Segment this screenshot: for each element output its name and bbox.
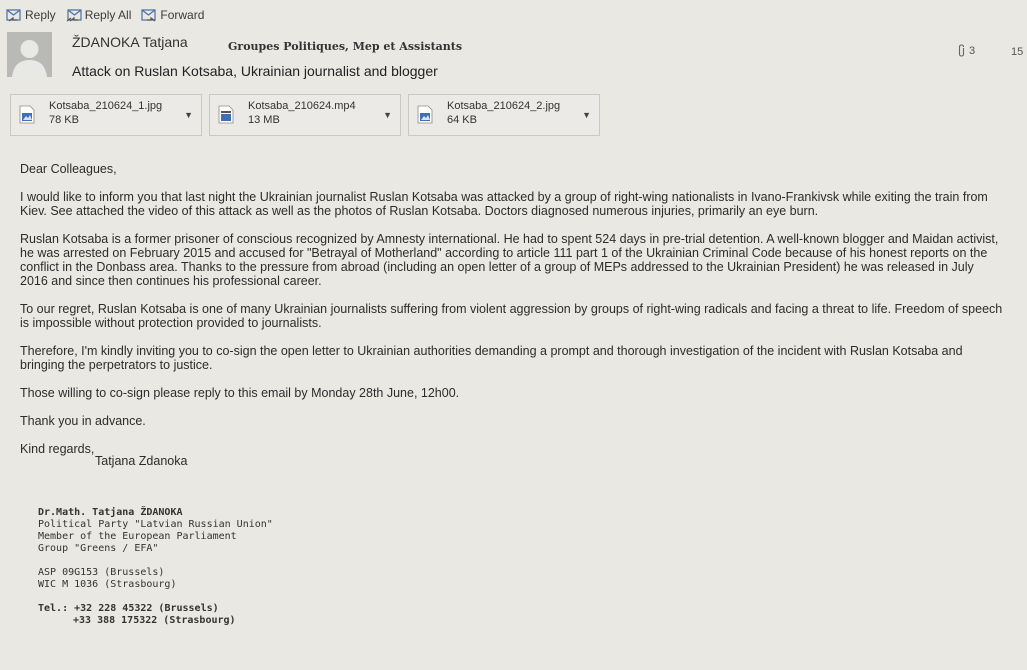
body-paragraph: To our regret, Ruslan Kotsaba is one of many Ukrainian journalists suffering from violent aggression by groups of right-wing radicals and facing a threat to life. Freedom of speech is impossible without protection provided to journalists. <box>20 302 1003 330</box>
message-body <box>20 162 1005 468</box>
body-paragraph: Thank you in advance. <box>20 414 146 428</box>
body-paragraph: Ruslan Kotsaba is a former prisoner of conscious recognized by Amnesty international. He had to spent 524 days in pre-trial detention. A well-known blogger and Maidan activist, he was arrested on February 2015 and accused for "Betrayal of Motherland" according to article 111 part 1 of the Ukrainian Criminal Code because of his honest reports on the conflict in the Donbass area. Thanks to the pressure from abroad (including an open letter of a group of MEPs addressed to the Ukrainian President) he was released in July 2016 and since then continues his professional career. <box>20 232 999 288</box>
recipients[interactable]: Groupes Politiques, Mep et Assistants <box>228 40 463 53</box>
forward-button[interactable] <box>141 8 204 22</box>
tel-brussels: +32 228 45322 (Brussels) <box>74 603 219 614</box>
body-paragraph: I would like to inform you that last night the Ukrainian journalist Ruslan Kotsaba was attacked by a group of right-wing nationalists in Ivano-Frankivsk while exiting the train from Kiev. See attached the video of this attack as well as the photos of Ruslan Kotsaba. Doctors diagnosed numerous injuries, primarily an eye burn. <box>20 190 988 218</box>
attachment-item[interactable] <box>10 94 202 136</box>
sender-avatar <box>7 32 52 77</box>
paperclip-icon <box>957 44 966 57</box>
reply-all-label: Reply All <box>84 8 132 22</box>
tel-strasbourg: +33 388 175322 (Strasbourg) <box>73 615 236 626</box>
attachment-count-value: 3 <box>969 44 976 57</box>
attachment-count <box>957 44 975 57</box>
signature-role: Member of the European Parliament <box>38 531 237 542</box>
person-icon <box>7 32 52 77</box>
reply-icon <box>6 8 22 22</box>
office-strasbourg: WIC M 1036 (Strasbourg) <box>38 579 177 590</box>
office-brussels: ASP 09G153 (Brussels) <box>38 567 165 578</box>
signature-party: Political Party "Latvian Russian Union" <box>38 519 273 530</box>
signed-name: Tatjana Zdanoka <box>95 454 188 468</box>
greeting: Dear Colleagues, <box>20 162 117 176</box>
attachment-size: 78 KB <box>49 114 79 126</box>
reply-all-button[interactable] <box>66 8 132 22</box>
attachment-list <box>10 94 600 138</box>
closing: Kind regards, <box>20 442 95 456</box>
attachment-item[interactable] <box>209 94 401 136</box>
attachment-size: 64 KB <box>447 114 477 126</box>
attachment-name: Kotsaba_210624_1.jpg <box>49 100 163 112</box>
received-date: 15 <box>1011 46 1024 58</box>
body-paragraph: Therefore, I'm kindly inviting you to co-sign the open letter to Ukrainian authorities demanding a prompt and thorough investigation of the incident with Ruslan Kotsaba and bringing the perpetrators to justice. <box>20 344 963 372</box>
image-file-icon <box>20 106 34 123</box>
forward-label: Forward <box>160 8 205 22</box>
sender-name[interactable]: ŽDANOKA Tatjana <box>72 34 188 50</box>
reply-button[interactable] <box>6 8 56 22</box>
message-subject: Attack on Ruslan Kotsaba, Ukrainian journalist and blogger <box>72 63 438 79</box>
signature-group: Group "Greens / EFA" <box>38 543 159 554</box>
attachment-size: 13 MB <box>248 114 280 126</box>
attachment-name: Kotsaba_210624.mp4 <box>248 100 356 112</box>
chevron-down-icon[interactable]: ▼ <box>184 110 193 120</box>
attachment-item[interactable] <box>408 94 600 136</box>
email-signature <box>38 507 273 639</box>
chevron-down-icon[interactable]: ▼ <box>582 110 591 120</box>
signature-name: Dr.Math. Tatjana ŽDANOKA <box>38 507 183 518</box>
video-file-icon <box>219 106 233 123</box>
message-toolbar <box>0 0 1027 30</box>
forward-icon <box>141 8 157 22</box>
reply-all-icon <box>66 8 82 22</box>
attachment-name: Kotsaba_210624_2.jpg <box>447 100 561 112</box>
body-paragraph: Those willing to co-sign please reply to this email by Monday 28th June, 12h00. <box>20 386 460 400</box>
reply-label: Reply <box>25 8 56 22</box>
chevron-down-icon[interactable]: ▼ <box>383 110 392 120</box>
tel-label: Tel.: <box>38 603 69 614</box>
image-file-icon <box>418 106 432 123</box>
